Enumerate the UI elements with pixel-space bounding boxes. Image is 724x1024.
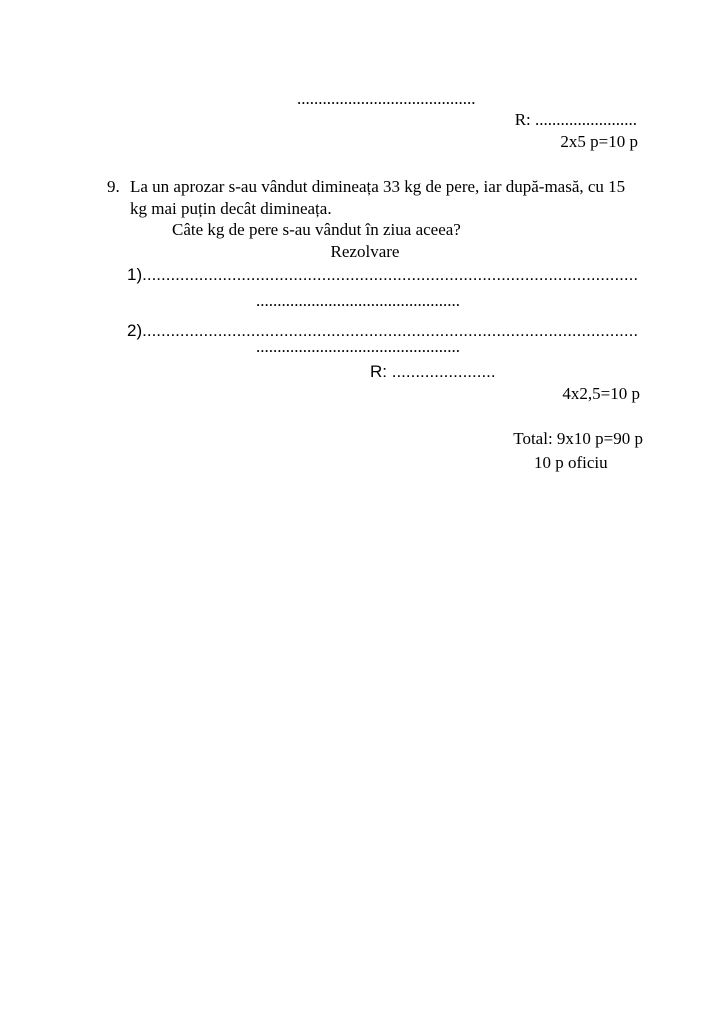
total-points-line: Total: 9x10 p=90 p [513,429,643,448]
previous-problem-points: 2x5 p=10 p [560,132,638,151]
problem-question: Câte kg de pere s-au vândut în ziua aceea? [172,220,461,239]
step-1-dotted-blank: ......................................................................................................... [142,265,639,284]
solution-heading: Rezolvare [330,242,400,261]
office-points-line: 10 p oficiu [534,453,608,472]
problem-number: 9. [107,177,120,196]
step-1-label: 1) [127,265,143,284]
solution-step-1-line [127,264,638,286]
problem-statement-line2: kg mai puțin decât dimineața. [130,199,332,218]
previous-answer-label: R: ........................ [514,110,637,129]
problem-answer-label: R: ...................... [370,362,496,381]
step-2-dotted-blank: ......................................................................................................... [142,321,639,340]
step-2-label: 2) [127,321,143,340]
step-1-secondary-dotted-blank: ................................................ [256,291,460,310]
problem-points: 4x2,5=10 p [562,384,640,403]
previous-answer-dotted-line: .......................................... [297,89,476,108]
step-2-secondary-dotted-blank: ................................................ [256,337,460,356]
problem-statement-line1: La un aprozar s-au vândut dimineața 33 kg de pere, iar după-masă, cu 15 [130,177,626,196]
